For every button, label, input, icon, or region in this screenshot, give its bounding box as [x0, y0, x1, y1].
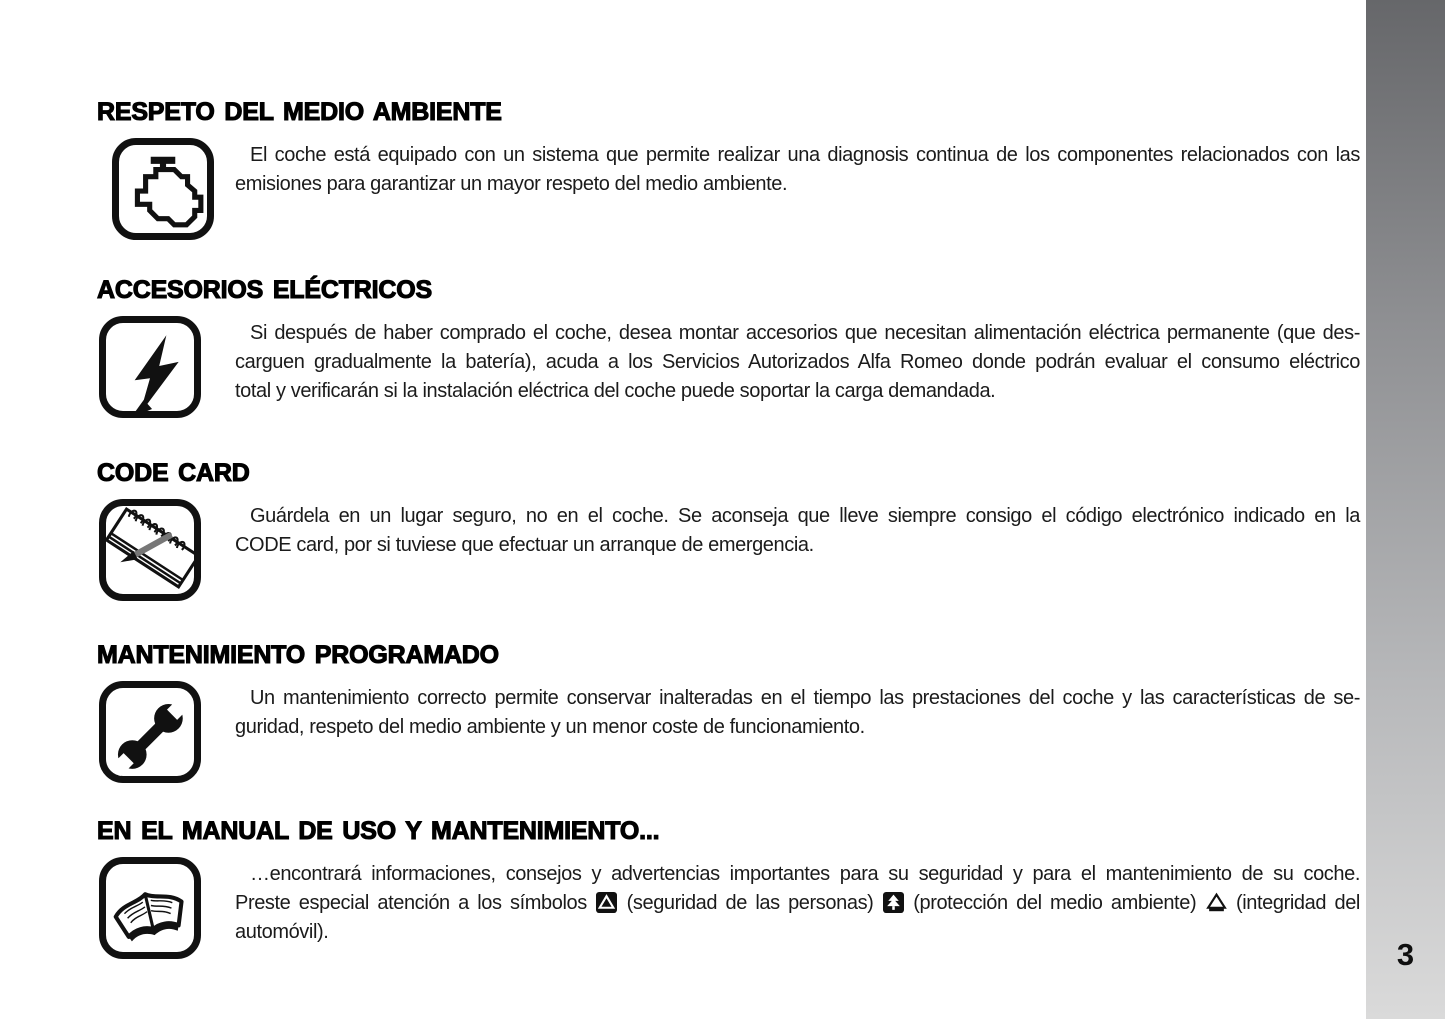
section-heading: RESPETO DEL MEDIO AMBIENTE — [97, 98, 502, 126]
person-safety-symbol — [596, 892, 617, 913]
paragraph-line: Si después de haber comprado el coche, desea montar accesorios que necesitan alimentación eléctrica permanente (que des- — [250, 322, 1360, 344]
paragraph-line: emisiones para garantizar un mayor respeto del medio ambiente. — [235, 173, 788, 195]
paragraph-line: …encontrará informaciones, consejos y advertencias importantes para su seguridad y para el mantenimiento de su coche. — [250, 863, 1360, 885]
page-number: 3 — [1396, 937, 1415, 972]
vehicle-integrity-symbol — [1206, 892, 1227, 913]
page-edge-gradient-bar — [1366, 0, 1445, 1019]
paragraph-line: automóvil). — [235, 921, 329, 943]
paragraph-line: Guárdela en un lugar seguro, no en el coche. Se aconseja que lleve siempre consigo el código electrónico indicado en la — [250, 505, 1360, 527]
paragraph-line: CODE card, por si tuviese que efectuar un arranque de emergencia. — [235, 534, 814, 556]
section-paragraph — [235, 502, 1360, 560]
wrench-icon — [99, 681, 201, 783]
section-heading: EN EL MANUAL DE USO Y MANTENIMIENTO... — [97, 817, 660, 845]
section-paragraph — [235, 860, 1360, 947]
paragraph-line: carguen gradualmente la batería), acuda a los Servicios Autorizados Alfa Romeo donde podrán evaluar el consumo eléctrico — [235, 351, 1360, 373]
lightning-bolt-icon — [99, 316, 201, 418]
section-heading: MANTENIMIENTO PROGRAMADO — [97, 641, 499, 669]
environment-protection-symbol — [883, 892, 904, 913]
section-heading: ACCESORIOS ELÉCTRICOS — [97, 276, 432, 304]
engine-diagnostics-icon — [112, 138, 214, 240]
section-heading: CODE CARD — [97, 459, 250, 487]
code-card-icon — [99, 499, 201, 601]
paragraph-line: El coche está equipado con un sistema que permite realizar una diagnosis continua de los componentes relacionados con las — [250, 144, 1360, 166]
section-paragraph — [235, 684, 1360, 742]
section-paragraph — [235, 141, 1360, 199]
paragraph-line: guridad, respeto del medio ambiente y un menor coste de funcionamiento. — [235, 716, 865, 738]
paragraph-line: total y verificarán si la instalación eléctrica del coche puede soportar la carga demandada. — [235, 380, 996, 402]
section-paragraph — [235, 319, 1360, 406]
open-book-icon — [99, 857, 201, 959]
paragraph-line-with-symbols: Preste especial atención a los símbolos (seguridad de las personas) (protección del medio ambiente) (integridad del — [235, 892, 1360, 914]
paragraph-line: Un mantenimiento correcto permite conservar inalteradas en el tiempo las prestaciones del coche y las características de se- — [250, 687, 1360, 709]
